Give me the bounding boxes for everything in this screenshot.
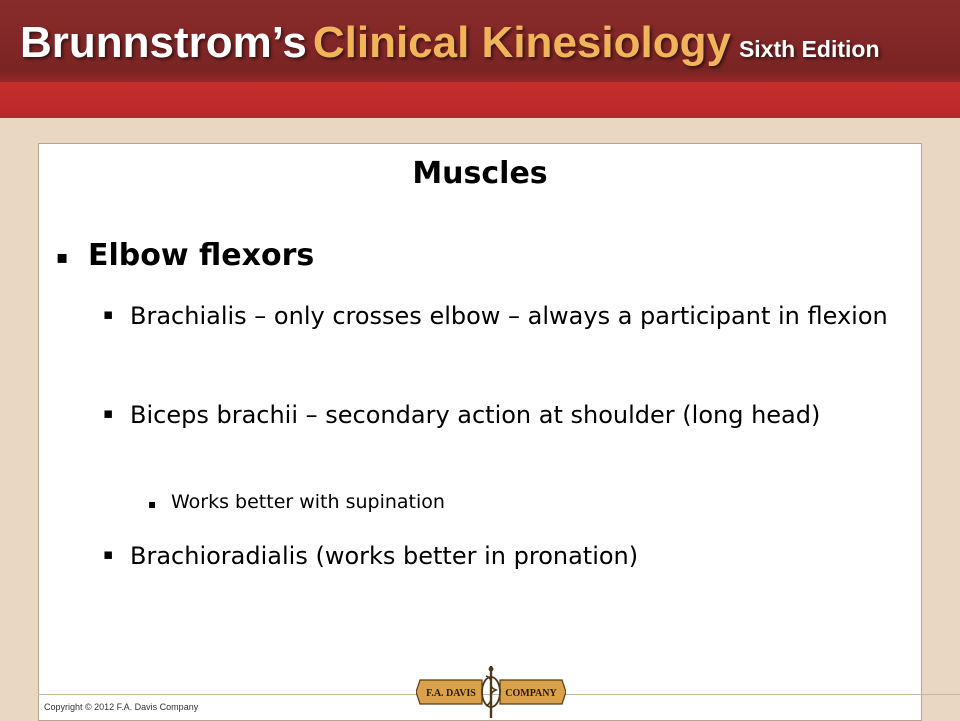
- bullet-item-level2: [103, 537, 920, 575]
- header-red-band: [0, 82, 960, 118]
- slide-title: Muscles: [412, 156, 548, 191]
- bullet-text: Elbow flexors: [88, 238, 315, 273]
- square-bullet-icon: ▪: [56, 247, 69, 268]
- bullet-item-level1: [56, 238, 314, 273]
- square-bullet-icon: ▪: [148, 497, 157, 511]
- copyright-notice: Copyright © 2012 F.A. Davis Company: [44, 702, 199, 712]
- square-bullet-icon: ▪: [103, 305, 114, 323]
- fa-davis-logo: [416, 664, 566, 720]
- square-bullet-icon: ▪: [103, 404, 114, 422]
- book-title: [20, 18, 880, 68]
- logo-text-right: COMPANY: [505, 688, 557, 699]
- bullet-text: Works better with supination: [171, 491, 445, 513]
- edition-label: Sixth Edition: [738, 36, 880, 62]
- bullet-item-level3: [148, 491, 445, 513]
- bullet-text: Brachioradialis (works better in pronation): [130, 542, 639, 570]
- bullet-item-level2: [103, 396, 920, 434]
- bullet-text: Biceps brachii – secondary action at shoulder (long head): [130, 401, 821, 429]
- logo-text-left: F.A. DAVIS: [426, 688, 476, 699]
- title-part-1: Brunnstrom’s: [20, 18, 307, 67]
- title-part-2: Clinical Kinesiology: [312, 18, 731, 67]
- bullet-item-level2: [103, 297, 920, 335]
- bullet-text: Brachialis – only crosses elbow – always a participant in flexion: [130, 302, 888, 330]
- square-bullet-icon: ▪: [103, 545, 114, 563]
